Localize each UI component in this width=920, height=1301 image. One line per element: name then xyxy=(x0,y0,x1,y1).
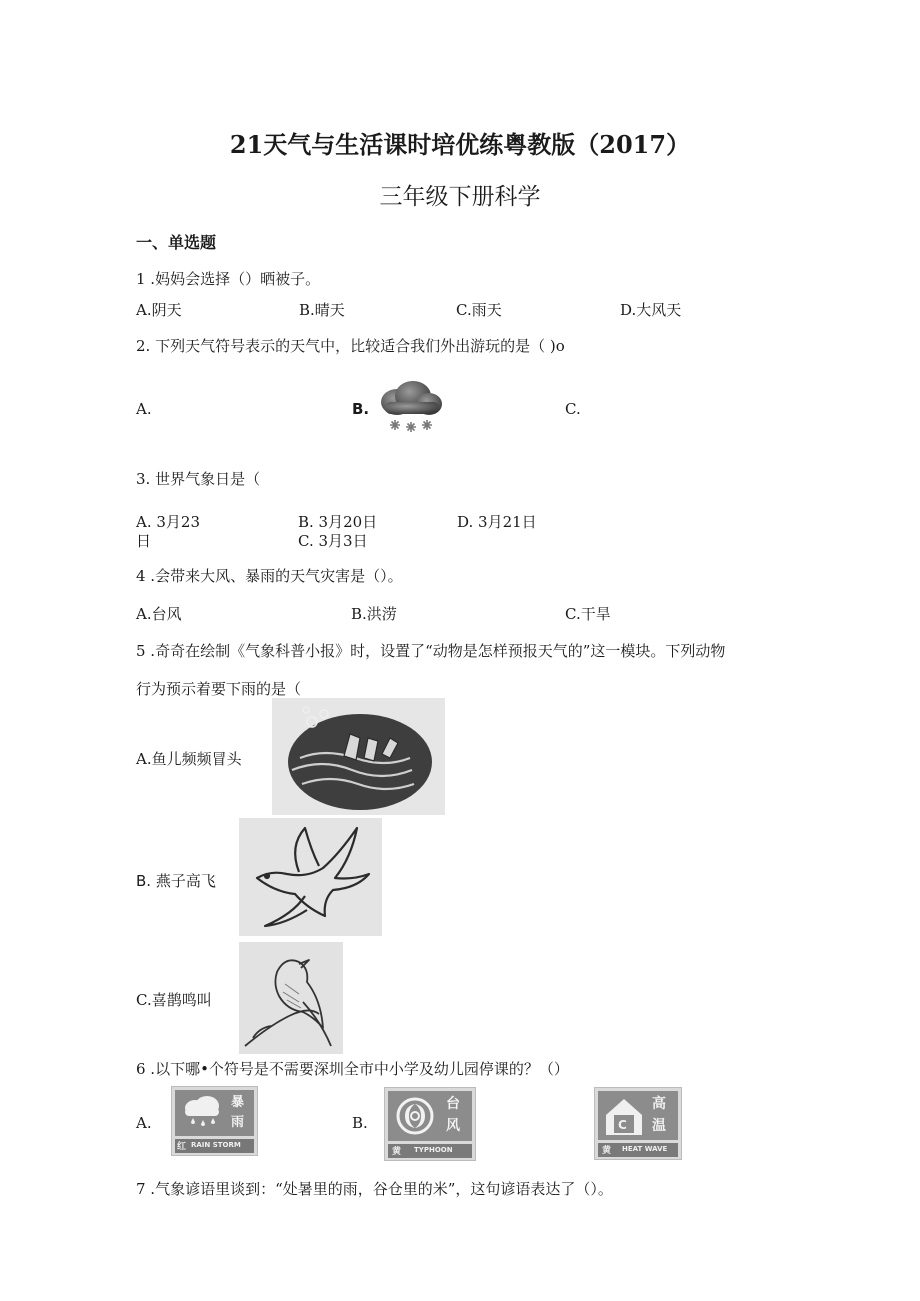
signal-typhoon-cn1: 台 xyxy=(446,1096,460,1112)
signal-storm-en: RAIN STORM xyxy=(191,1141,241,1149)
signal-storm-cn2: 雨 xyxy=(231,1115,245,1130)
question-6-stem: 6 .以下哪•个符号是不需要深圳全市中小学及幼儿园停课的？（） xyxy=(136,1060,569,1078)
q5-option-a[interactable]: A.鱼儿频频冒头 xyxy=(136,750,242,768)
q5-option-c[interactable]: C.喜鹊鸣叫 xyxy=(136,991,212,1009)
page-subtitle: 三年级下册科学 xyxy=(379,184,541,210)
page-title: 21天气与生活课时培优练粤教版（2017） xyxy=(229,130,691,159)
q1-option-d[interactable]: D.大风天 xyxy=(620,301,682,319)
question-1-stem: 1 .妈妈会选择（）晒被子。 xyxy=(136,270,321,288)
signal-heat-en: HEAT WAVE xyxy=(622,1145,668,1153)
signal-storm-level: 红 xyxy=(177,1142,187,1152)
q3-option-a[interactable]: A. 3月23 xyxy=(136,513,200,531)
q4-option-c[interactable]: C.干旱 xyxy=(565,605,611,623)
q1-option-b[interactable]: B.晴天 xyxy=(299,301,345,319)
q5-option-b[interactable]: B. 燕子高飞 xyxy=(136,872,216,890)
fish-image xyxy=(272,698,445,815)
rainstorm-signal-icon xyxy=(171,1086,258,1156)
signal-storm-cn1: 暴 xyxy=(231,1095,245,1110)
q4-option-a[interactable]: A.台风 xyxy=(136,605,182,623)
signal-heat-level: 黄 xyxy=(602,1146,612,1156)
signal-typhoon-level: 黄 xyxy=(392,1147,402,1157)
q1-option-c[interactable]: C.雨天 xyxy=(456,301,502,319)
question-7-stem: 7 .气象谚语里谈到：“处暑里的雨，谷仓里的米”，这句谚语表达了（）。 xyxy=(136,1180,613,1198)
signal-heat-cn1: 高 xyxy=(652,1096,666,1112)
q4-option-b[interactable]: B.洪涝 xyxy=(351,605,397,623)
q3-option-d[interactable]: D. 3月21日 xyxy=(457,513,537,531)
q2-option-b[interactable]: B. xyxy=(352,400,370,418)
snow-cloud-icon xyxy=(375,378,445,440)
signal-typhoon-en: TYPHOON xyxy=(414,1146,453,1154)
q3-option-a-cont: 日 xyxy=(136,532,152,550)
heat-wave-signal-icon xyxy=(594,1087,682,1160)
q3-option-c[interactable]: C. 3月3日 xyxy=(298,532,368,550)
question-4-stem: 4 .会带来大风、暴雨的天气灾害是（）。 xyxy=(136,567,403,585)
signal-heat-cn2: 温 xyxy=(652,1118,666,1134)
svg-text:C: C xyxy=(618,1118,627,1132)
question-2-stem: 2. 下列天气符号表示的天气中，比较适合我们外出游玩的是（ )o xyxy=(136,337,565,355)
q6-option-a[interactable]: A. xyxy=(136,1114,152,1132)
signal-typhoon-cn2: 风 xyxy=(446,1118,460,1134)
swallow-image xyxy=(239,818,382,936)
q2-option-a[interactable]: A. xyxy=(136,400,152,418)
q1-option-a[interactable]: A.阴天 xyxy=(136,301,182,319)
magpie-image xyxy=(239,942,343,1054)
question-5-stem-line1: 5 .奇奇在绘制《气象科普小报》时，设置了“动物是怎样预报天气的”这一模块。下列动物 xyxy=(136,642,726,660)
q3-option-b[interactable]: B. 3月20日 xyxy=(298,513,378,531)
section-heading: 一、单选题 xyxy=(136,233,217,252)
q6-option-b[interactable]: B. xyxy=(352,1114,368,1132)
typhoon-signal-icon xyxy=(384,1087,476,1161)
question-5-stem-line2: 行为预示着要下雨的是（ xyxy=(136,680,302,698)
q2-option-c[interactable]: C. xyxy=(565,400,581,418)
question-3-stem: 3. 世界气象日是（ xyxy=(136,470,261,488)
